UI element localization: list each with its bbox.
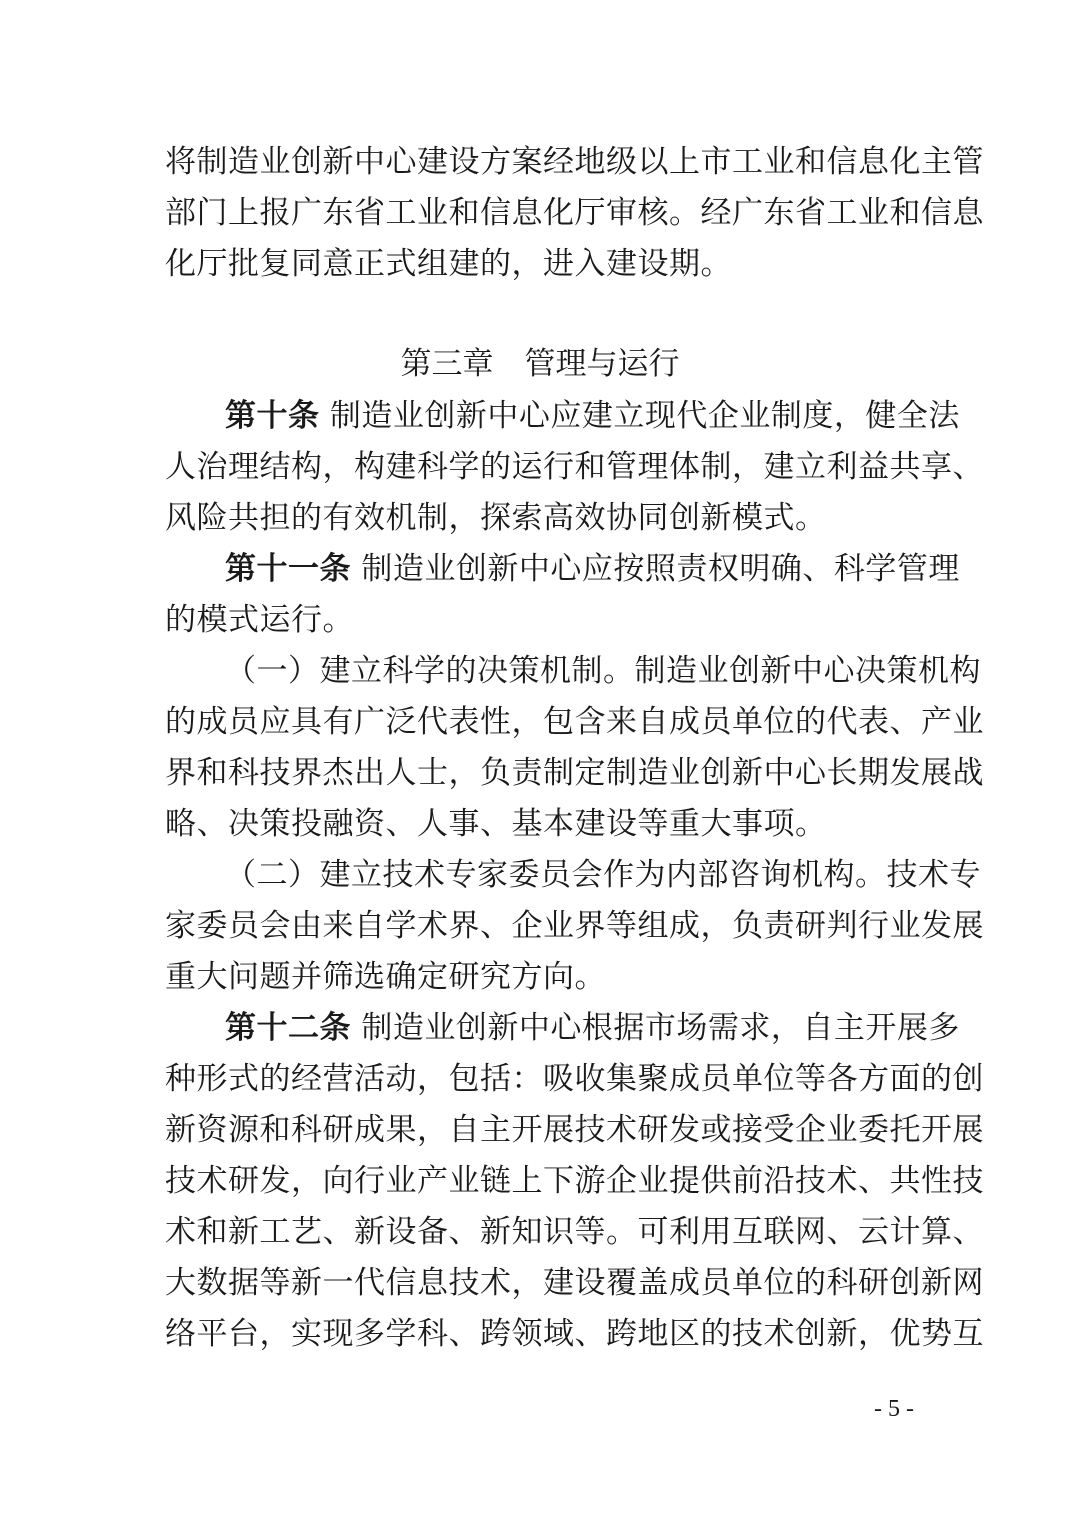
intro-line: 将制造业创新中心建设方案经地级以上市工业和信息化主管 bbox=[165, 144, 984, 180]
item-1-line: 界和科技界杰出人士，负责制定制造业创新中心长期发展战 bbox=[165, 755, 984, 791]
article-12-line: 术和新工艺、新设备、新知识等。可利用互联网、云计算、 bbox=[165, 1214, 984, 1250]
article-12-line: 大数据等新一代信息技术，建设覆盖成员单位的科研创新网 bbox=[165, 1265, 984, 1301]
item-2-line: 重大问题并筛选确定研究方向。 bbox=[165, 959, 606, 995]
article-12-first-line bbox=[225, 1008, 960, 1048]
article-10-text: 制造业创新中心应建立现代企业制度，健全法 bbox=[329, 398, 960, 434]
article-11-label: 第十一条 bbox=[225, 551, 351, 587]
item-1-line: （一）建立科学的决策机制。制造业创新中心决策机构 bbox=[225, 653, 981, 689]
article-12-line: 种形式的经营活动，包括：吸收集聚成员单位等各方面的创 bbox=[165, 1061, 984, 1097]
item-1-line: 的成员应具有广泛代表性，包含来自成员单位的代表、产业 bbox=[165, 704, 984, 740]
item-2-line: 家委员会由来自学术界、企业界等组成，负责研判行业发展 bbox=[165, 908, 984, 944]
article-11-line: 的模式运行。 bbox=[165, 602, 354, 638]
item-1-line: 略、决策投融资、人事、基本建设等重大事项。 bbox=[165, 806, 827, 842]
intro-line: 化厅批复同意正式组建的，进入建设期。 bbox=[165, 246, 732, 282]
article-12-text: 制造业创新中心根据市场需求，自主开展多 bbox=[361, 1010, 960, 1046]
article-12-line: 新资源和科研成果，自主开展技术研发或接受企业委托开展 bbox=[165, 1112, 984, 1148]
chapter-title: 第三章 管理与运行 bbox=[400, 346, 680, 382]
article-12-line: 技术研发，向行业产业链上下游企业提供前沿技术、共性技 bbox=[165, 1163, 984, 1199]
article-12-line: 络平台，实现多学科、跨领域、跨地区的技术创新，优势互 bbox=[165, 1316, 984, 1352]
article-10-line: 风险共担的有效机制，探索高效协同创新模式。 bbox=[165, 500, 827, 536]
article-10-label: 第十条 bbox=[225, 398, 320, 434]
article-12-label: 第十二条 bbox=[225, 1010, 351, 1046]
page-number: - 5 - bbox=[874, 1396, 914, 1422]
article-11-text: 制造业创新中心应按照责权明确、科学管理 bbox=[361, 551, 960, 587]
article-10-line: 人治理结构，构建科学的运行和管理体制，建立利益共享、 bbox=[165, 449, 984, 485]
item-2-line: （二）建立技术专家委员会作为内部咨询机构。技术专 bbox=[225, 857, 981, 893]
article-10-first-line bbox=[225, 396, 960, 436]
article-11-first-line bbox=[225, 549, 960, 589]
intro-line: 部门上报广东省工业和信息化厅审核。经广东省工业和信息 bbox=[165, 195, 984, 231]
